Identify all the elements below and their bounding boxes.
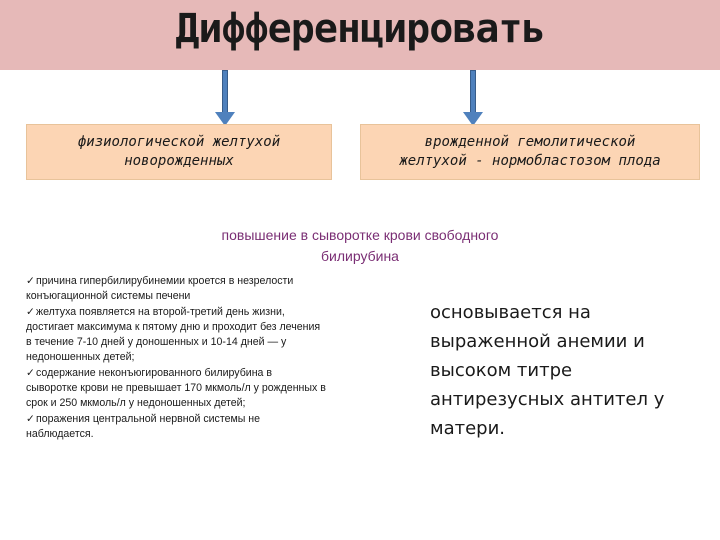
check-icon: ✓ [26, 305, 35, 318]
arrow-right [466, 70, 480, 126]
list-item [26, 274, 326, 305]
list-item-text: желтуха появляется на второй-третий день жизни, достигает максимума к пятому дню и проходит без лечения в течение 7-10 дней у доношенных и 10-14 дней — у недоношенных детей; [26, 305, 321, 364]
list-item-text: поражения центральной нервной системы не наблюдается. [26, 412, 261, 440]
list-item-text: содержание неконъюгированного билирубина в сыворотке крови не превышает 170 мкмоль/л у рожденных в срок и 250 мкмоль/л у недоношенных детей; [26, 366, 326, 410]
list-item [26, 412, 326, 443]
check-icon: ✓ [26, 366, 35, 379]
list-item [26, 366, 326, 412]
middle-caption [0, 225, 720, 267]
list-item-text: причина гипербилирубинемии кроется в незрелости конъюгационной системы печени [26, 275, 294, 303]
middle-line: повышение в сыворотке крови свободного [221, 227, 499, 243]
box-line: новорожденных [124, 153, 234, 169]
box-line: врожденной гемолитической [424, 134, 636, 150]
arrow-left [218, 70, 232, 126]
hemolytic-description: основывается на выраженной анемии и высоком титре антирезусных антител у матери. [430, 302, 665, 439]
box-hemolytic-jaundice [360, 124, 700, 180]
page-title: Дифференцировать [175, 6, 545, 52]
box-physiological-jaundice [26, 124, 332, 180]
criteria-list [26, 274, 326, 442]
check-icon: ✓ [26, 275, 35, 287]
box-line: желтухой - нормобластозом плода [399, 153, 661, 169]
arrow-shaft [222, 70, 228, 114]
check-icon: ✓ [26, 412, 35, 425]
arrow-shaft [470, 70, 476, 114]
box-line: физиологической желтухой [77, 134, 281, 150]
middle-line: билирубина [321, 248, 399, 264]
list-item [26, 305, 326, 366]
